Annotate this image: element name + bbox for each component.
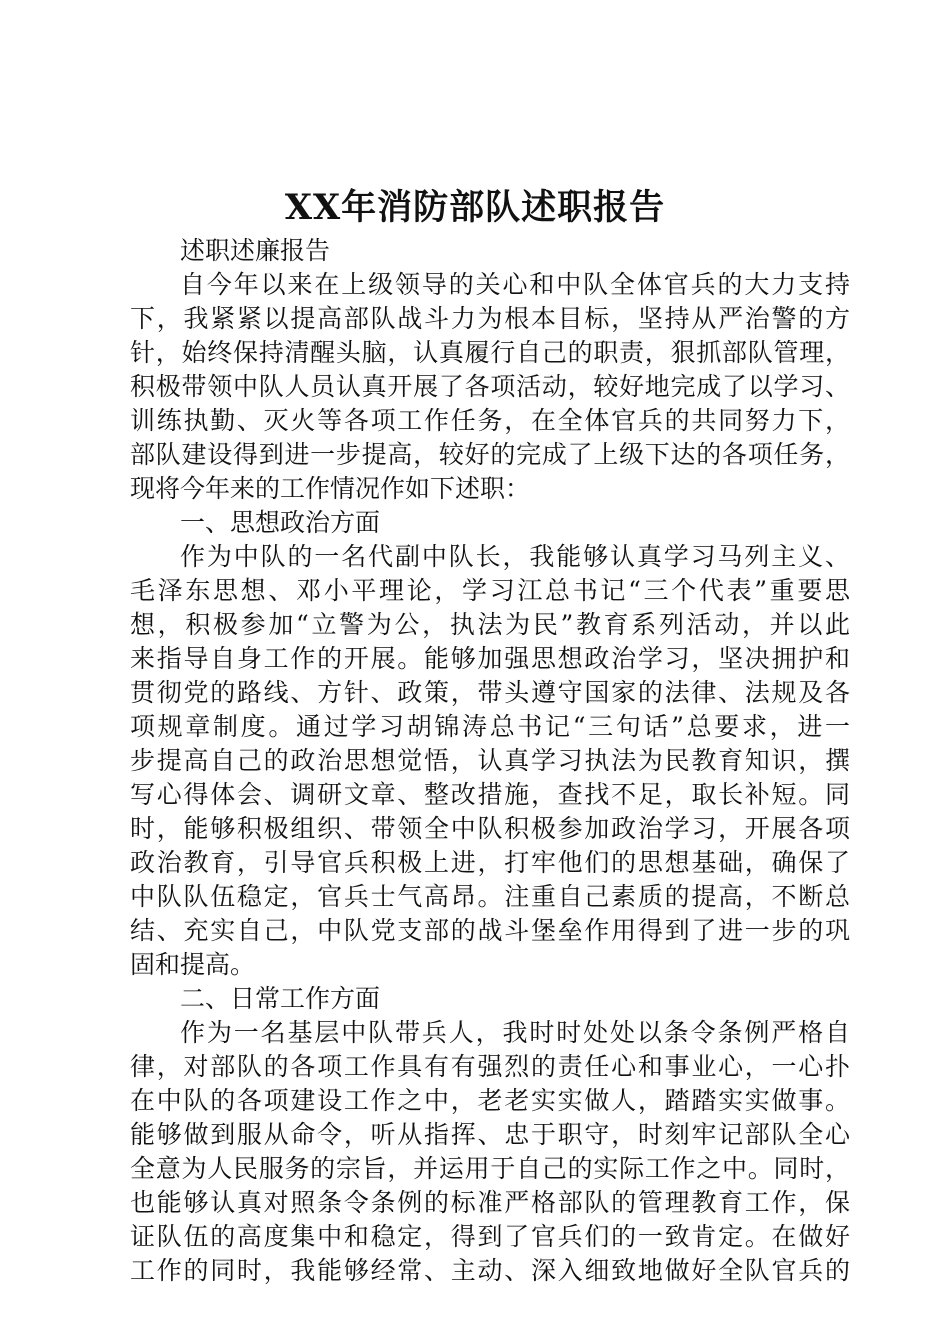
document-title: XX年消防部队述职报告 <box>284 187 666 228</box>
paragraph-line: 毛泽东思想、邓小平理论，学习江总书记“三个代表”重要思 <box>130 576 850 605</box>
paragraph-line: 工作的同时，我能够经常、主动、深入细致地做好全队官兵的 <box>130 1256 850 1285</box>
paragraph-line: 部队建设得到进一步提高，较好的完成了上级下达的各项任务， <box>130 440 850 469</box>
paragraph-line: 律，对部队的各项工作具有有强烈的责任心和事业心，一心扑 <box>130 1052 850 1081</box>
paragraph-line: 证队伍的高度集中和稳定，得到了官兵们的一致肯定。在做好 <box>130 1222 850 1251</box>
paragraph-line: 积极带领中队人员认真开展了各项活动，较好地完成了以学习、 <box>130 372 850 401</box>
paragraph-line: 想，积极参加“立警为公，执法为民”教育系列活动，并以此 <box>130 610 850 639</box>
paragraph-line: 项规章制度。通过学习胡锦涛总书记“三句话”总要求，进一 <box>130 712 850 741</box>
paragraph-line: 作为中队的一名代副中队长，我能够认真学习马列主义、 <box>180 542 850 571</box>
paragraph-line: 现将今年来的工作情况作如下述职： <box>130 474 531 503</box>
paragraph-line: 结、充实自己，中队党支部的战斗堡垒作用得到了进一步的巩 <box>130 916 850 945</box>
section-heading: 述职述廉报告 <box>180 236 331 265</box>
paragraph-line: 下，我紧紧以提高部队战斗力为根本目标，坚持从严治警的方 <box>130 304 850 333</box>
paragraph-line: 贯彻党的路线、方针、政策，带头遵守国家的法律、法规及各 <box>130 678 850 707</box>
section-heading: 一、思想政治方面 <box>180 508 381 537</box>
paragraph-line: 自今年以来在上级领导的关心和中队全体官兵的大力支持 <box>180 270 850 299</box>
document-body <box>130 234 850 1288</box>
section-heading: 二、日常工作方面 <box>180 984 381 1013</box>
paragraph-line: 训练执勤、灭火等各项工作任务，在全体官兵的共同努力下， <box>130 406 850 435</box>
paragraph-line: 在中队的各项建设工作之中，老老实实做人，踏踏实实做事。 <box>130 1086 850 1115</box>
paragraph-line: 中队队伍稳定，官兵士气高昂。注重自己素质的提高，不断总 <box>130 882 850 911</box>
paragraph-line: 固和提高。 <box>130 950 256 979</box>
paragraph-line: 政治教育，引导官兵积极上进，打牢他们的思想基础，确保了 <box>130 848 850 877</box>
paragraph-line: 写心得体会、调研文章、整改措施，查找不足，取长补短。同 <box>130 780 850 809</box>
paragraph-line: 步提高自己的政治思想觉悟，认真学习执法为民教育知识，撰 <box>130 746 850 775</box>
paragraph-line: 也能够认真对照条令条例的标准严格部队的管理教育工作，保 <box>130 1188 850 1217</box>
paragraph-line: 时，能够积极组织、带领全中队积极参加政治学习，开展各项 <box>130 814 850 843</box>
paragraph-line: 全意为人民服务的宗旨，并运用于自己的实际工作之中。同时， <box>130 1154 850 1183</box>
paragraph-line: 针，始终保持清醒头脑，认真履行自己的职责，狠抓部队管理， <box>130 338 850 367</box>
paragraph-line: 来指导自身工作的开展。能够加强思想政治学习，坚决拥护和 <box>130 644 850 673</box>
paragraph-line: 能够做到服从命令，听从指挥、忠于职守，时刻牢记部队全心 <box>130 1120 850 1149</box>
paragraph-line: 作为一名基层中队带兵人，我时时处处以条令条例严格自 <box>180 1018 850 1047</box>
